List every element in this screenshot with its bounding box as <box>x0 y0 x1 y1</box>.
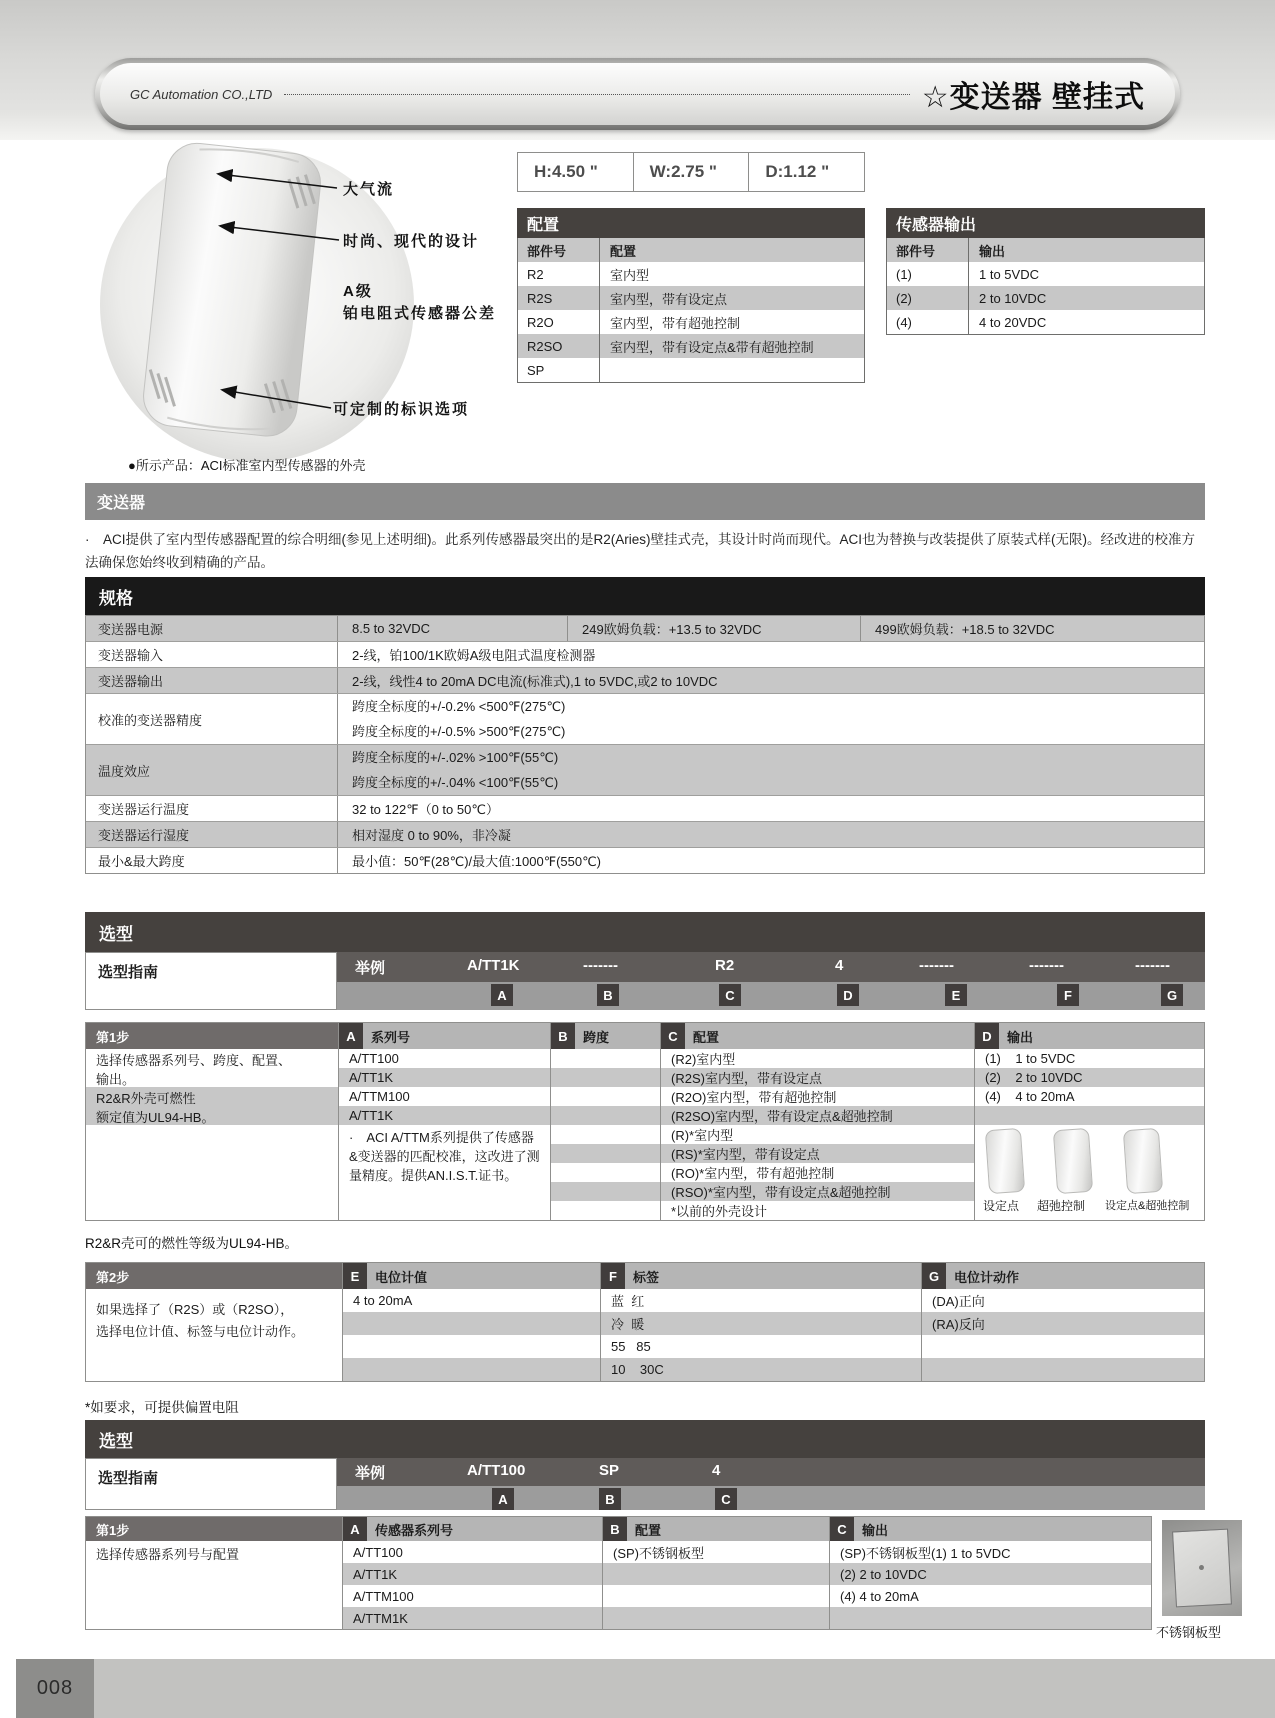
output-cell: (2) 2 to 10VDC <box>975 1068 1204 1087</box>
pot-value-cell <box>343 1312 600 1335</box>
setpoint-label: 设定点 <box>983 1199 1020 1213</box>
letter-c: C <box>715 1488 737 1510</box>
example-action: ------- <box>1135 957 1170 974</box>
span-cell <box>551 1201 660 1220</box>
pot-value-cell: 4 to 20mA <box>343 1289 600 1312</box>
tag-cell: 蓝 红 <box>601 1289 921 1312</box>
example-label: 举例 <box>355 960 386 977</box>
letter-a: A <box>492 1488 514 1510</box>
stainless-plate-image <box>1162 1520 1242 1616</box>
step1-span-column <box>550 1023 660 1220</box>
spec-table <box>85 615 1205 874</box>
stainless-plate-label: 不锈钢板型 <box>1156 1625 1222 1640</box>
spec-value-line: 跨度全标度的+/-0.5% >500℉(275℃) <box>352 724 566 739</box>
spec-row-op-temp <box>86 795 1204 821</box>
step2-tag-column <box>600 1263 921 1381</box>
span-cell <box>551 1144 660 1163</box>
example-tag: ------- <box>1029 957 1064 974</box>
table-row <box>518 334 864 358</box>
callout-custom-label: 可定制的标识选项 <box>333 401 470 418</box>
spec-row-output <box>86 667 1204 693</box>
dimension-boxes <box>517 152 865 192</box>
example-config: R2 <box>715 957 735 974</box>
desc-cell: 室内型，带有设定点&带有超弛控制 <box>610 339 814 355</box>
selection2-section-bar: 选型 <box>85 1420 1205 1458</box>
step1-left-empty <box>86 1125 338 1220</box>
flammability-line: 额定值为UL94-HB。 <box>96 1110 215 1125</box>
column-letter-a: A <box>339 1023 363 1049</box>
instruction-line: 输出。 <box>96 1072 136 1087</box>
pot-action-cell <box>922 1358 1204 1381</box>
s2-config-column <box>602 1517 829 1629</box>
output-cell <box>975 1106 1204 1125</box>
s2-output-column <box>829 1517 1151 1629</box>
col-part-number: 部件号 <box>518 238 600 262</box>
span-cell <box>551 1049 660 1068</box>
s2-config-header: 配置 <box>635 1522 662 1538</box>
product-figure <box>85 140 515 470</box>
tag-header: 标签 <box>633 1269 660 1285</box>
example-config: SP <box>599 1462 620 1479</box>
setpoint-override-housing-image <box>1123 1128 1163 1194</box>
letter-band <box>337 982 1205 1010</box>
example-output: 4 <box>835 957 844 974</box>
span-header: 跨度 <box>583 1029 610 1045</box>
config-table <box>517 208 865 383</box>
pot-action-header: 电位计动作 <box>954 1269 1020 1285</box>
span-cell <box>551 1068 660 1087</box>
letter-f: F <box>1057 984 1079 1006</box>
spec-value: 499欧姆负载：+18.5 to 32VDC <box>875 622 1055 637</box>
step2-pot-column <box>342 1263 600 1381</box>
example-series: A/TT100 <box>467 1462 526 1479</box>
output-cell: (4) 4 to 20mA <box>975 1087 1204 1106</box>
config-cell: (R2O)室内型，带有超弛控制 <box>661 1087 974 1106</box>
desc-cell: 室内型，带有设定点 <box>610 291 728 307</box>
letter-a: A <box>491 984 513 1006</box>
table-row <box>518 286 864 310</box>
series-header: 系列号 <box>371 1029 411 1045</box>
example-pot: ------- <box>919 957 954 974</box>
part-cell: R2S <box>518 286 600 310</box>
config-table-header <box>518 238 864 262</box>
span-cell <box>551 1087 660 1106</box>
spec-row-input <box>86 641 1204 667</box>
table-row <box>518 310 864 334</box>
series-cell: A/TT1K <box>339 1106 550 1125</box>
override-label: 超弛控制 <box>1037 1199 1086 1213</box>
flammability-note: R2&R壳可的燃性等级为UL94-HB。 <box>85 1236 299 1251</box>
out-cell: 1 to 5VDC <box>979 266 1039 282</box>
config-cell: (R2SO)室内型，带有设定点&超弛控制 <box>661 1106 974 1125</box>
footer-bar <box>16 1659 1275 1718</box>
sensor-output-table <box>886 208 1205 335</box>
spec-row-span <box>86 847 1204 873</box>
col-config: 配置 <box>610 243 637 259</box>
tag-cell: 55 85 <box>601 1335 921 1358</box>
step2-instruction <box>86 1289 342 1381</box>
s2-step1-label: 第1步 <box>86 1517 342 1541</box>
letter-c: C <box>719 984 741 1006</box>
spec-section-bar: 规格 <box>85 577 1205 615</box>
spec-value: 8.5 to 32VDC <box>338 616 568 641</box>
pot-value-cell <box>343 1358 600 1381</box>
example-span: ------- <box>583 957 618 974</box>
step1-flammability <box>86 1087 338 1125</box>
callout-tolerance-line2: 铂电阻式传感器公差 <box>343 305 497 322</box>
example-output: 4 <box>712 1462 721 1479</box>
dim-depth: D:1.12 " <box>748 153 864 191</box>
series-cell: A/TTM100 <box>339 1087 550 1106</box>
spec-value: 最小值：50℉(28℃)/最大值:1000℉(550℃) <box>352 854 602 869</box>
desc-cell: 室内型 <box>610 267 650 283</box>
spec-row-accuracy <box>86 693 1204 744</box>
part-cell: SP <box>518 358 600 382</box>
part-cell: (2) <box>887 286 969 310</box>
span-cell <box>551 1125 660 1144</box>
step2-label: 第2步 <box>86 1263 342 1289</box>
sensor-table-title: 传感器输出 <box>886 208 1205 238</box>
span-cell <box>551 1163 660 1182</box>
s2-instruction: 选择传感器系列号与配置 <box>86 1541 342 1629</box>
example-band <box>337 952 1205 982</box>
col-output: 输出 <box>979 243 1006 259</box>
pot-value-cell <box>343 1335 600 1358</box>
spec-row-op-humidity <box>86 821 1204 847</box>
spec-label: 变送器输入 <box>86 642 338 667</box>
series-cell: A/TTM100 <box>343 1585 602 1607</box>
config-cell: (RSO)*室内型，带有设定点&超弛控制 <box>661 1182 974 1201</box>
callout-design: 时尚、现代的设计 <box>343 233 480 250</box>
desc-cell <box>600 358 864 382</box>
spec-row-power <box>86 616 1204 641</box>
desc-cell: 室内型，带有超弛控制 <box>610 315 741 331</box>
series-cell: A/TT100 <box>343 1541 602 1563</box>
config-cell: (SP)不锈钢板型 <box>603 1541 829 1563</box>
bias-resistor-note: *如要求，可提供偏置电阻 <box>85 1400 239 1415</box>
spec-label: 温度效应 <box>86 745 338 795</box>
letter-e: E <box>945 984 967 1006</box>
step1-label: 第1步 <box>86 1023 338 1049</box>
setpoint-housing-image <box>985 1128 1025 1194</box>
guide-label: 选型指南 <box>85 952 337 1010</box>
config-cell: (R)*室内型 <box>661 1125 974 1144</box>
step1-table <box>85 1022 1205 1221</box>
col-part-number: 部件号 <box>887 238 969 262</box>
letter-b: B <box>597 984 619 1006</box>
letter-b: B <box>599 1488 621 1510</box>
selection1-section-bar: 选型 <box>85 912 1205 952</box>
span-cell <box>551 1106 660 1125</box>
pot-action-cell: (RA)反向 <box>922 1312 1204 1335</box>
config-cell: *以前的外壳设计 <box>661 1201 974 1220</box>
instruction-line: 选择电位计值、标签与电位计动作。 <box>96 1324 305 1339</box>
config-table-title: 配置 <box>517 208 865 238</box>
spec-label: 变送器输出 <box>86 668 338 693</box>
table-row <box>518 262 864 286</box>
selection2-guide <box>85 1458 1205 1510</box>
output-cell <box>830 1607 1151 1629</box>
spec-label: 变送器电源 <box>86 616 338 641</box>
callout-airflow: 大气流 <box>343 181 395 198</box>
step1-instruction <box>86 1049 338 1087</box>
spec-value: 相对湿度 0 to 90%，非冷凝 <box>352 828 511 843</box>
letter-band <box>337 1486 1205 1510</box>
part-cell: R2O <box>518 310 600 334</box>
flammability-line: R2&R外壳可燃性 <box>96 1091 196 1106</box>
series-note: · ACI A/TTM系列提供了传感器&变送器的匹配校准，这改进了测量精度。提供AN.I.S.T.证书。 <box>339 1125 550 1220</box>
spec-value-line: 跨度全标度的+/-.02% >100℉(55℃) <box>352 750 559 765</box>
setpoint-override-label: 设定点&超弛控制 <box>1105 1200 1190 1212</box>
part-cell: (1) <box>887 262 969 286</box>
step1-output-column <box>974 1023 1204 1220</box>
series-cell: A/TTM1K <box>343 1607 602 1629</box>
table-row <box>887 286 1204 310</box>
spec-label: 变送器运行湿度 <box>86 822 338 847</box>
output-cell: (1) 1 to 5VDC <box>975 1049 1204 1068</box>
column-letter-f: F <box>601 1263 625 1289</box>
guide-label: 选型指南 <box>85 1458 337 1510</box>
spec-value <box>338 694 1204 744</box>
example-series: A/TT1K <box>467 957 520 974</box>
step2-left-column <box>86 1263 342 1381</box>
step2-table <box>85 1262 1205 1382</box>
column-letter-a: A <box>343 1517 367 1541</box>
dim-width: W:2.75 " <box>633 153 749 191</box>
column-letter-e: E <box>343 1263 367 1289</box>
company-name: GC Automation CO.,LTD <box>130 86 273 102</box>
config-cell: (R2S)室内型，带有设定点 <box>661 1068 974 1087</box>
callout-tolerance-line1: A级 <box>343 283 373 300</box>
spec-value-line: 跨度全标度的+/-0.2% <500℉(275℃) <box>352 699 566 714</box>
spec-label: 变送器运行温度 <box>86 796 338 821</box>
table-row <box>887 262 1204 286</box>
part-cell: R2 <box>518 262 600 286</box>
part-cell: R2SO <box>518 334 600 358</box>
output-cell: (SP)不锈钢板型(1) 1 to 5VDC <box>830 1541 1151 1563</box>
column-letter-g: G <box>922 1263 946 1289</box>
output-cell: (4) 4 to 20mA <box>830 1585 1151 1607</box>
letter-g: G <box>1161 984 1183 1006</box>
table-row <box>887 310 1204 334</box>
header-banner <box>95 58 1180 130</box>
spec-row-temp-effect <box>86 744 1204 795</box>
config-cell <box>603 1563 829 1585</box>
out-cell: 4 to 20VDC <box>979 314 1047 330</box>
step2-action-column <box>921 1263 1204 1381</box>
s2-output-header: 输出 <box>862 1522 889 1538</box>
pot-action-cell: (DA)正向 <box>922 1289 1204 1312</box>
table-row <box>518 358 864 382</box>
s2-series-column <box>342 1517 602 1629</box>
override-housing-image <box>1053 1128 1093 1194</box>
housing-thumbnails <box>975 1125 1204 1220</box>
column-letter-b: B <box>551 1023 575 1049</box>
selection2-step1-table <box>85 1516 1152 1630</box>
transmitter-section-bar: 变送器 <box>85 483 1205 520</box>
sensor-series-header: 传感器系列号 <box>375 1522 454 1538</box>
output-cell: (2) 2 to 10VDC <box>830 1563 1151 1585</box>
step1-config-column <box>660 1023 974 1220</box>
config-header: 配置 <box>693 1029 720 1045</box>
config-cell: (RO)*室内型，带有超弛控制 <box>661 1163 974 1182</box>
transmitter-description: · ACI提供了室内型传感器配置的综合明细(参见上述明细)。此系列传感器最突出的是R2(Aries)壁挂式壳，其设计时尚而现代。ACI也为替换与改装提供了原装式样(无限)。经改进的校准方法确保您始终收到精确的产品。 <box>85 532 1195 570</box>
dim-height: H:4.50 " <box>534 162 598 181</box>
example-band <box>337 1458 1205 1486</box>
spec-value: 32 to 122℉（0 to 50℃） <box>352 802 499 817</box>
instruction-line: 选择传感器系列号、跨度、配置、 <box>96 1053 292 1068</box>
dotted-leader <box>284 94 909 95</box>
spec-value: 2-线，线性4 to 20mA DC电流(标准式),1 to 5VDC,或2 to 10VDC <box>352 674 718 689</box>
span-cell <box>551 1182 660 1201</box>
column-letter-b: B <box>603 1517 627 1541</box>
page-number: 008 <box>16 1659 94 1718</box>
sensor-table-header <box>887 238 1204 262</box>
column-letter-d: D <box>975 1023 999 1049</box>
part-cell: (4) <box>887 310 969 334</box>
output-header: 输出 <box>1007 1029 1034 1045</box>
letter-d: D <box>837 984 859 1006</box>
spec-value: 2-线，铂100/1K欧姆A级电阻式温度检测器 <box>352 648 596 663</box>
config-cell <box>603 1585 829 1607</box>
spec-value-line: 跨度全标度的+/-.04% <100℉(55℃) <box>352 775 559 790</box>
spec-label: 校准的变送器精度 <box>86 694 338 744</box>
column-letter-c: C <box>830 1517 854 1541</box>
tag-cell: 10 30C <box>601 1358 921 1381</box>
selection1-guide <box>85 952 1205 1010</box>
config-cell <box>603 1607 829 1629</box>
series-cell: A/TT1K <box>343 1563 602 1585</box>
pot-action-cell <box>922 1335 1204 1358</box>
out-cell: 2 to 10VDC <box>979 290 1047 306</box>
column-letter-c: C <box>661 1023 685 1049</box>
step1-left-column <box>86 1023 338 1220</box>
config-cell: (RS)*室内型，带有设定点 <box>661 1144 974 1163</box>
series-cell: A/TT1K <box>339 1068 550 1087</box>
spec-value <box>338 745 1204 795</box>
step1-series-column <box>338 1023 550 1220</box>
spec-value: 249欧姆负载：+13.5 to 32VDC <box>568 616 861 641</box>
shown-product-note: ●所示产品：ACI标准室内型传感器的外壳 <box>128 458 366 473</box>
s2-left-column <box>86 1517 342 1629</box>
instruction-line: 如果选择了（R2S）或（R2SO）， <box>96 1302 294 1317</box>
series-cell: A/TT100 <box>339 1049 550 1068</box>
page-title: ☆变送器 壁挂式 <box>921 81 1145 114</box>
tag-cell: 冷 暖 <box>601 1312 921 1335</box>
example-label: 举例 <box>355 1465 386 1482</box>
spec-label: 最小&最大跨度 <box>86 848 338 873</box>
config-cell: (R2)室内型 <box>661 1049 974 1068</box>
pot-value-header: 电位计值 <box>375 1269 428 1285</box>
